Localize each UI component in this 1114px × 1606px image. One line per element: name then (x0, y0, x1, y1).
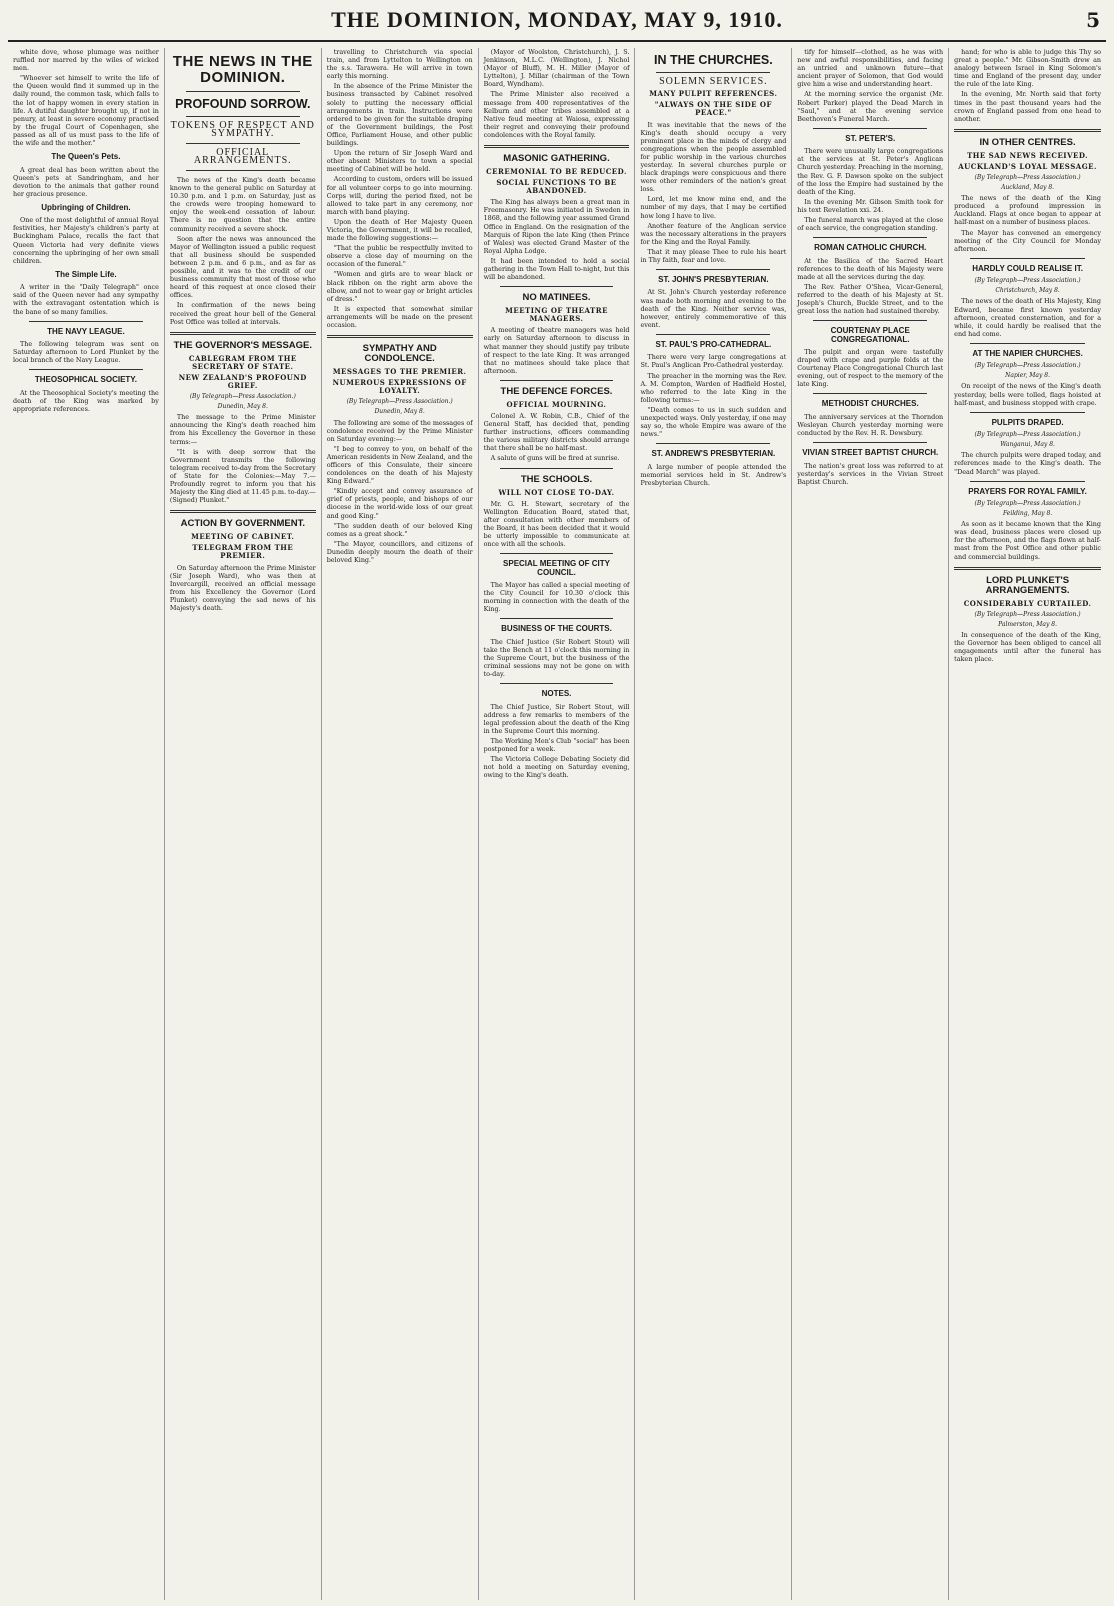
divider (813, 320, 927, 321)
section-heading: THE SCHOOLS. (520, 473, 593, 485)
divider (813, 237, 927, 238)
paragraph: On Saturday afternoon the Prime Minister (Sir Joseph Ward), who was then at Invercargill, received an official message from his Excellency the Governor (Lord Plunket) conveying the sad news of his Majesty's death. (169, 563, 316, 612)
paragraph: The preacher in the morning was the Rev. A. M. Compton, Warden of Hadfield Hostel, who referred to the late King in the following terms:— (640, 371, 787, 404)
section-heading: THE GOVERNOR'S MESSAGE. (173, 339, 313, 351)
paragraph: The following telegram was sent on Saturday afternoon to Lord Plunket by the local branch of the Navy League. (13, 340, 159, 365)
paragraph: The anniversary services at the Thorndon Wesleyan Church yesterday morning were conducted by the Rev. H. R. Dewsbury. (797, 412, 944, 438)
divider (500, 286, 614, 287)
paragraph: At St. John's Church yesterday reference was made both morning and evening to the death of the King. Neither service was, however, entirely commemorative of this event. (640, 288, 787, 329)
dateline: Feilding, May 8. (1002, 510, 1053, 518)
dateline: Wanganui, May 8. (1000, 441, 1055, 449)
paragraph: A writer in the "Daily Telegraph" once said of the Queen never had any sympathy with the extravagant ostentation which is the bane of so many families. (13, 283, 159, 316)
paragraph: A large number of people attended the memorial services held in St. Andrew's Presbyterian Church. (640, 462, 787, 487)
columns (8, 48, 1106, 1600)
section-headline: IN OTHER CENTRES. (979, 136, 1076, 148)
section-heading: ST. JOHN'S PRESBYTERIAN. (658, 275, 769, 285)
section-sub: MANY PULPIT REFERENCES. (649, 89, 778, 99)
paragraph: The news of the death of His Majesty, King Edward, became first known yesterday afternoon, created consternation, and for a while, it could hardly be realised that the end had come. (954, 297, 1102, 338)
divider (954, 567, 1101, 570)
deck: SOLEMN SERVICES. (659, 76, 768, 88)
section-sub: NUMEROUS EXPRESSIONS OF LOYALTY. (332, 378, 467, 396)
paragraph: The Victoria College Debating Society did not hold a meeting on Saturday evening, owing to the King's death. (483, 755, 630, 780)
divider (186, 170, 300, 171)
paragraph: In confirmation of the news being received the great hour bell of the General Post Office was tolled at intervals. (169, 301, 316, 326)
section-heading: LORD PLUNKET'S ARRANGEMENTS. (985, 574, 1070, 596)
divider (186, 116, 300, 117)
paragraph: The message to the Prime Minister announcing the King's death reached him from his Excellency the Governor in these terms:— (169, 413, 316, 446)
paragraph: Another feature of the Anglican service was the necessary alterations in the prayers for the King and the Royal Family. (640, 221, 787, 246)
paragraph: According to custom, orders will be issued for all volunteer corps to go into mourning. Corps will, during the period fixed, not be allowed to take part in any ceremony, nor march with band playing. (326, 175, 473, 216)
column-4 (479, 48, 636, 1600)
paragraph: (Mayor of Woolston, Christchurch), J. S. Jenkinson, M.L.C. (Wellington), J. Nichol (Mayor of Bluff), M. H. Miller (Mayor of Lyttelton), J. Millar (chairman of the Town Board, Wyndham). (483, 48, 630, 89)
dateline: Palmerston, May 8. (998, 620, 1058, 628)
paragraph: The Rev. Father O'Shea, Vicar-General, referred to the death of his Majesty at St. Joseph's Church, Buckle Street, and to the great loss the nation had sustained thereby. (797, 282, 944, 316)
section-heading: THE DEFENCE FORCES. (500, 385, 613, 397)
section-sub: TELEGRAM FROM THE PREMIER. (192, 543, 294, 561)
divider (970, 258, 1085, 259)
column-2 (165, 48, 322, 1600)
paragraph: The Chief Justice, Sir Robert Stout, will address a few remarks to members of the legal profession about the death of the King in the Supreme Court this morning. (483, 702, 630, 735)
paragraph: In the absence of the Prime Minister the business transacted by Cabinet resolved solely to putting the necessary official arrangements in train. Instructions were ordered to be given for the suitable draping of the Government buildings, the Post Office, Parliament House, and other public buildings. (326, 82, 473, 148)
section-heading: SYMPATHY AND CONDOLENCE. (362, 343, 437, 365)
section-heading: AT THE NAPIER CHURCHES. (972, 348, 1083, 358)
paragraph: The Prime Minister also received a message from 400 representatives of the Kelburn and other tribes assembled at a Native feud meeting at Waiosa, expressing their regret and conveying their profound condolences with the Royal family. (483, 90, 630, 139)
paragraph: white dove, whose plumage was neither ruffled nor marred by the wiles of wicked men. (13, 48, 159, 73)
divider (500, 683, 614, 684)
section-heading: THE NAVY LEAGUE. (47, 326, 125, 336)
paragraph: "Whoever set himself to write the life of the Queen would find it summed up in the daily round, the common task, which falls to the lot of happy women in every station in life. A dutiful daughter brought up, if not in penury, at least in severe economy practised by the frugal Court of Copenhagen, she passed as all of us must pass to the life of the wife and the mother." (13, 74, 159, 148)
divider (500, 553, 614, 554)
paragraph: A great deal has been written about the Queen's pets at Sandringham, and her devotion to the animals that gather round her gracious presence. (13, 165, 159, 198)
subheading: Upbringing of Children. (41, 202, 131, 212)
paragraph: Lord, let me know mine end, and the number of my days, that I may be certified how long I have to live. (640, 195, 787, 220)
subheading: The Simple Life. (55, 269, 117, 279)
divider (813, 128, 927, 129)
divider (29, 369, 143, 370)
divider (500, 618, 614, 619)
paragraph: The nation's great loss was referred to at yesterday's services in the Vivian Street Baptist Church. (797, 461, 944, 486)
byline: (By Telegraph—Press Association.) (974, 431, 1081, 439)
paragraph: travelling to Christchurch via special train, and from Lyttelton to Wellington on the s.s. Tarawera. He will arrive in town early this morning. (326, 48, 473, 81)
paragraph: On receipt of the news of the King's death yesterday, bells were tolled, flags hoisted at half-mast, and business stopped with crape. (954, 382, 1102, 407)
section-heading: MASONIC GATHERING. (503, 153, 610, 165)
column-6 (792, 48, 949, 1600)
column-5 (635, 48, 792, 1600)
section-heading: ACTION BY GOVERNMENT. (180, 518, 305, 530)
section-heading: ST. PETER'S. (845, 133, 896, 143)
paragraph: One of the most delightful of annual Royal festivities, her Majesty's children's party at Buckingham Palace, recalls the fact that Queen Victoria had very definite views concerning the upbringing of her own small children. (13, 216, 159, 265)
paragraph: There were very large congregations at St. Paul's Anglican Pro-Cathedral yesterday. (640, 353, 787, 370)
section-deck: CEREMONIAL TO BE REDUCED. (486, 167, 627, 176)
divider (186, 143, 300, 144)
divider (954, 129, 1101, 132)
deck: OFFICIAL ARRANGEMENTS. (193, 146, 292, 166)
paragraph: In the evening, Mr. North said that forty times in the past thousand years had the crown of England passed from one head to another. (954, 90, 1102, 123)
paragraph: "The sudden death of our beloved King comes as a great shock." (326, 521, 473, 538)
section-deck: WILL NOT CLOSE TO-DAY. (498, 487, 615, 497)
section-heading: BUSINESS OF THE COURTS. (501, 624, 612, 634)
section-heading: THEOSOPHICAL SOCIETY. (34, 375, 137, 385)
column-1 (8, 48, 165, 1600)
divider (813, 442, 927, 443)
dateline: Auckland, May 8. (1001, 184, 1055, 192)
byline: (By Telegraph—Press Association.) (974, 174, 1081, 181)
divider (170, 332, 316, 335)
paragraph: It was inevitable that the news of the King's death should occupy a very prominent place in the minds of clergy and congregations when the people assembled for public worship in the various churches yesterday. In several churches purple or black drapings were conspicuous and there were other reminders of the nation's great loss. (640, 120, 787, 194)
paragraph: The following are some of the messages of condolence received by the Prime Minister on Saturday evening:— (326, 418, 473, 443)
section-deck: CABLEGRAM FROM THE SECRETARY OF STATE. (188, 353, 297, 371)
section-heading: ROMAN CATHOLIC CHURCH. (814, 243, 927, 253)
section-heading: PULPITS DRAPED. (991, 417, 1064, 427)
column-3 (322, 48, 479, 1600)
byline: (By Telegraph—Press Association.) (974, 610, 1081, 618)
paragraph: A salute of guns will be fired at sunrise. (490, 454, 620, 463)
divider (186, 91, 300, 92)
divider (484, 145, 630, 148)
sub-headline: PROFOUND SORROW. (175, 96, 311, 111)
paragraph: As soon as it became known that the King was dead, business places were closed up for the afternoon, and the flags flown at half-mast from the Post Office and other public and commercial buildings. (954, 520, 1102, 561)
divider (970, 481, 1085, 482)
paragraph: The Working Men's Club "social" has been postponed for a week. (483, 736, 630, 754)
section-heading: ST. ANDREW'S PRESBYTERIAN. (651, 449, 776, 459)
divider (656, 72, 770, 73)
divider (656, 269, 770, 270)
paragraph: It is expected that somewhat similar arrangements will be made on the present occasion. (326, 304, 473, 329)
divider (327, 335, 473, 338)
paragraph: "The Mayor, councillors, and citizens of Dunedin deeply mourn the death of their beloved King." (326, 539, 473, 564)
byline: (By Telegraph—Press Association.) (346, 398, 453, 406)
section-heading: PRAYERS FOR ROYAL FAMILY. (968, 486, 1087, 496)
paragraph: Soon after the news was announced the Mayor of Wellington issued a public request that all business should be suspended between 2 p.m. and 6 p.m., and as far as possible, and it was to the credit of our business community that most of those who heard of this request at once closed their offices. (169, 234, 316, 300)
paragraph: "Kindly accept and convey assurance of grief of priests, people, and bishops of our diocese in the world-wide loss of our great and good King." (326, 487, 473, 520)
byline: (By Telegraph—Press Association.) (974, 362, 1081, 370)
deck: TOKENS OF RESPECT AND SYMPATHY. (170, 119, 315, 139)
paragraph: Upon the death of Her Majesty Queen Victoria, the Government, it will be recalled, made the following suggestions:— (326, 217, 473, 243)
paragraph: Colonel A. W. Robin, C.B., Chief of the General Staff, has decided that, pending further instructions, officers commanding the various military districts should arrange that there shall be no half-mast. (483, 412, 630, 453)
section-deck: OFFICIAL MOURNING. (506, 399, 607, 409)
paragraph: hand; for who is able to judge this Thy so great a people." Mr. Gibson-Smith drew an analogy between Israel in King Solomon's time and England of the present day, under the rule of the late King. (954, 48, 1102, 89)
paragraph: At the morning service the organist (Mr. Robert Parker) played the Dead March in "Saul," and at the evening service Beethoven's Funeral March. (797, 90, 944, 123)
byline: (By Telegraph—Press Association.) (974, 500, 1081, 507)
divider (29, 321, 143, 322)
paragraph: The Chief Justice (Sir Robert Stout) will take the Bench at 11 o'clock this morning in the Supreme Court, but the business of the criminal sessions may not be gone on with to-day. (483, 637, 630, 679)
paragraph: A meeting of theatre managers was held early on Saturday afternoon to discuss in what manner they should justify pay tribute of respect to the late King. It was arranged that no matinees should take place that afternoon. (483, 326, 630, 375)
paragraph: In the evening Mr. Gibson Smith took for his text Revelation xxi. 24. (797, 197, 944, 214)
divider (500, 380, 614, 381)
section-heading: SPECIAL MEETING OF CITY COUNCIL. (503, 559, 610, 577)
section-deck: CONSIDERABLY CURTAILED. (963, 598, 1092, 608)
paragraph: "Women and girls are to wear black or black ribbon on the right arm above the elbow, and not to wear gay or bright articles of dress." (326, 270, 473, 303)
section-deck: MEETING OF CABINET. (191, 532, 295, 542)
section-deck: MESSAGES TO THE PREMIER. (332, 367, 467, 377)
paragraph: "I beg to convey to you, on behalf of the American residents in New Zealand, and the officers of this Consulate, their sincere condolences on the death of his Majesty King Edward." (326, 444, 473, 486)
paragraph: At the Basilica of the Sacred Heart references to the death of his Majesty were made at all the services during the day. (797, 256, 944, 281)
section-sub: NEW ZEALAND'S PROFOUND GRIEF. (178, 372, 307, 390)
section-sub: AUCKLAND'S LOYAL MESSAGE. (958, 161, 1097, 171)
subheading: The Queen's Pets. (51, 152, 121, 162)
masthead (8, 0, 1106, 42)
divider (813, 393, 927, 394)
byline: (By Telegraph—Press Association.) (189, 393, 296, 401)
dateline: Christchurch, May 8. (995, 287, 1060, 295)
divider (970, 343, 1085, 344)
section-heading: COURTENAY PLACE CONGREGATIONAL. (830, 326, 910, 344)
paragraph: The King has always been a great man in Freemasonry. He was initiated in Sweden in 1868, and the following year assumed Grand Office in England. On the resignation of the Marquis of Ripon the late King (then Prince of Wales) was elected Grand Master of the Royal Alpha Lodge. (483, 198, 630, 255)
paragraph: tify for himself—clothed, as he was with new and awful responsibilities, and facing an untried and unknown future—that ancient prayer of Solomon, that God would give him a wise and understanding heart. (797, 48, 944, 89)
section-headline: IN THE CHURCHES. (653, 53, 773, 67)
paragraph: Upon the return of Sir Joseph Ward and other absent Ministers to town a special meeting of Cabinet will be held. (326, 149, 473, 174)
divider (500, 468, 614, 469)
paragraph: The Mayor has called a special meeting of the City Council for 10.30 o'clock this morning in connection with the death of the King. (483, 580, 630, 614)
quote: "ALWAYS ON THE SIDE OF PEACE." (654, 100, 772, 118)
paragraph: The pulpit and organ were tastefully draped with crape and purple folds at the Courtenay Place Congregational Church last evening, out of respect to the memory of the late King. (797, 348, 944, 389)
paragraph: Mr. G. H. Stewart, secretary of the Wellington Education Board, stated that, after consultation with other members of the Board, it has been decided that it would be utterly impossible to communicate at once with all the schools. (483, 499, 630, 549)
page-number: 5 (1086, 8, 1100, 32)
paragraph: "Death comes to us in such sudden and unexpected ways. Only yesterday, if one may say so, the whole Empire was aware of the news." (640, 405, 787, 439)
divider (656, 443, 770, 444)
paragraph: The news of the King's death became known to the general public on Saturday at 10.30 p.m. and 1 p.m. on Saturday, just as the crowds were trooping homeward to enjoy the week-end cessation of labour. There is no question that the entire community received a severe shock. (169, 176, 316, 233)
paragraph: It had been intended to hold a social gathering in the Town Hall to-night, but this will be abandoned. (483, 256, 630, 282)
section-heading: NOTES. (541, 689, 572, 699)
section-deck: THE SAD NEWS RECEIVED. (967, 150, 1089, 160)
section-heading: VIVIAN STREET BAPTIST CHURCH. (802, 448, 939, 458)
divider (170, 510, 316, 513)
section-heading: HARDLY COULD REALISE IT. (972, 263, 1083, 273)
paragraph: The news of the death of the King produced a profound impression in Auckland. Flags at once began to appear at half-mast on a number of business places. (954, 194, 1102, 227)
main-headline: THE NEWS IN THE DOMINION. (172, 53, 313, 86)
paragraph: At the Theosophical Society's meeting the death of the King was marked by appropriate references. (13, 388, 159, 413)
dateline: Dunedin, May 8. (217, 403, 268, 411)
divider (656, 334, 770, 335)
section-heading: ST. PAUL'S PRO-CATHEDRAL. (655, 339, 772, 349)
paragraph: The church pulpits were draped today, and references made to the King's death. The "Dead March" was played. (954, 451, 1102, 476)
masthead-title: THE DOMINION, MONDAY, MAY 9, 1910. (331, 7, 783, 32)
section-heading: NO MATINEES. (522, 292, 591, 304)
section-heading: METHODIST CHURCHES. (821, 399, 919, 409)
paragraph: The Mayor has convened an emergency meeting of the City Council for Monday afternoon. (954, 228, 1102, 253)
paragraph: In consequence of the death of the King, the Governor has been obliged to cancel all engagements until after the funeral has taken place. (954, 630, 1102, 664)
section-deck: MEETING OF THEATRE MANAGERS. (505, 306, 608, 324)
paragraph: "That the public be respectfully invited to observe a close day of mourning on the occasion of the funeral." (326, 244, 473, 269)
paragraph: The funeral march was played at the close of each service, the congregation standing. (797, 215, 944, 233)
byline: (By Telegraph—Press Association.) (974, 277, 1081, 285)
dateline: Napier, May 8. (1005, 372, 1051, 380)
paragraph: That it may please Thee to rule his heart in Thy faith, fear and love. (640, 247, 787, 264)
section-sub: SOCIAL FUNCTIONS TO BE ABANDONED. (496, 178, 617, 196)
paragraph: There were unusually large congregations at the services at St. Peter's Anglican Church yesterday. Preaching in the morning, the Rev. G. F. Dawson spoke on the subject of the loss the Empire had sustained by the death of the King. (797, 147, 944, 196)
paragraph: "It is with deep sorrow that the Government transmits the following telegram received to-day from the Secretary of State for the Colonies:—May 7.—Profoundly regret to inform you that his Majesty the King died at 11.45 p.m. to-day.—(Signed) Plunket." (169, 447, 316, 505)
column-7 (949, 48, 1106, 1600)
divider (970, 412, 1085, 413)
dateline: Dunedin, May 8. (374, 408, 425, 416)
